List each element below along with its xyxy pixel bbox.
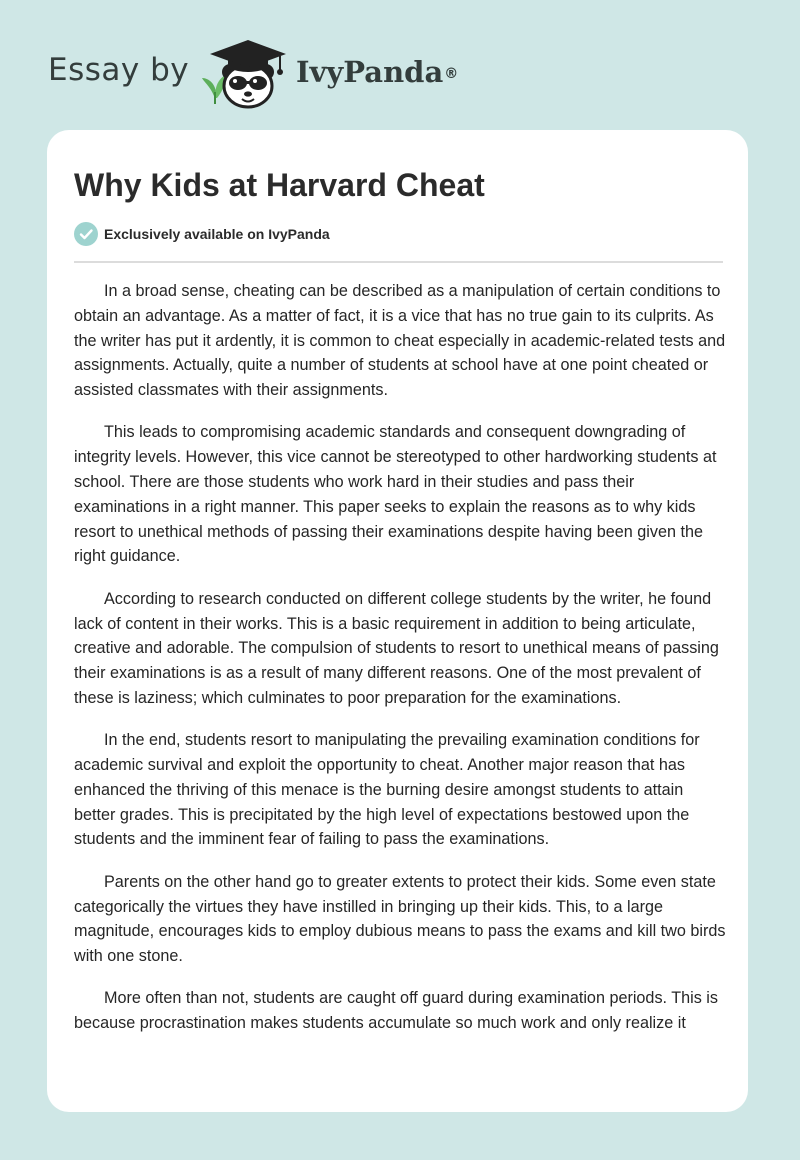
panda-graduate-logo-icon[interactable] [200, 36, 292, 110]
essay-paragraph: In the end, students resort to manipulating the prevailing examination conditions for academic survival and exploit the opportunity to cheat. Another major reason that has enhanced the thriving of this menace is the burning desire amongst students to attain better grades. This is precipitated by the high level of expectations bestowed upon the students and the imminent fear of failing to pass the examinations. [74, 731, 700, 849]
brand-name-text: IvyPanda [296, 55, 444, 89]
exclusive-badge [74, 222, 330, 246]
brand-name[interactable] [296, 52, 458, 92]
essay-paragraph: According to research conducted on different college students by the writer, he found lack of content in their works. This is a basic requirement in addition to being articulate, creative and adorable. The compulsion of students to resort to unethical means of passing their examinations is as a result of many different reasons. One of the most prevalent of these is laziness; which culminates to poor preparation for the examinations. [74, 589, 719, 707]
divider [74, 261, 723, 263]
badge-label: Exclusively available on IvyPanda [104, 226, 330, 242]
essay-paragraph: Parents on the other hand go to greater extents to protect their kids. Some even state categorically the virtues they have instilled in bringing up their kids. This, to a large magnitude, encourages kids to employ dubious means to pass the exams and kill two birds with one stone. [74, 872, 726, 966]
brand-prefix: Essay by [48, 52, 190, 88]
trademark-symbol: ® [444, 66, 459, 82]
essay-paragraph: More often than not, students are caught off guard during examination periods. This is because procrastination makes students accumulate so much work and only realize it [74, 989, 719, 1033]
site-header [0, 0, 800, 130]
essay-card [47, 130, 748, 1112]
check-icon [74, 222, 98, 246]
essay-title: Why Kids at Harvard Cheat [74, 167, 485, 203]
essay-body [74, 279, 726, 1054]
essay-paragraph: This leads to compromising academic standards and consequent downgrading of integrity levels. However, this vice cannot be stereotyped to other hardworking students at school. There are those students who work hard in their studies and pass their examinations in a right manner. This paper seeks to explain the reasons as to why kids resort to unethical methods of passing their examinations despite having been given the right guidance. [74, 423, 717, 566]
essay-paragraph: In a broad sense, cheating can be described as a manipulation of certain conditions to obtain an advantage. As a matter of fact, it is a vice that has no true gain to its culprits. As the writer has put it ardently, it is common to cheat especially in academic-related tests and assignments. Actually, quite a number of students at school have at one point cheated or assisted classmates with their assignments. [74, 282, 726, 400]
